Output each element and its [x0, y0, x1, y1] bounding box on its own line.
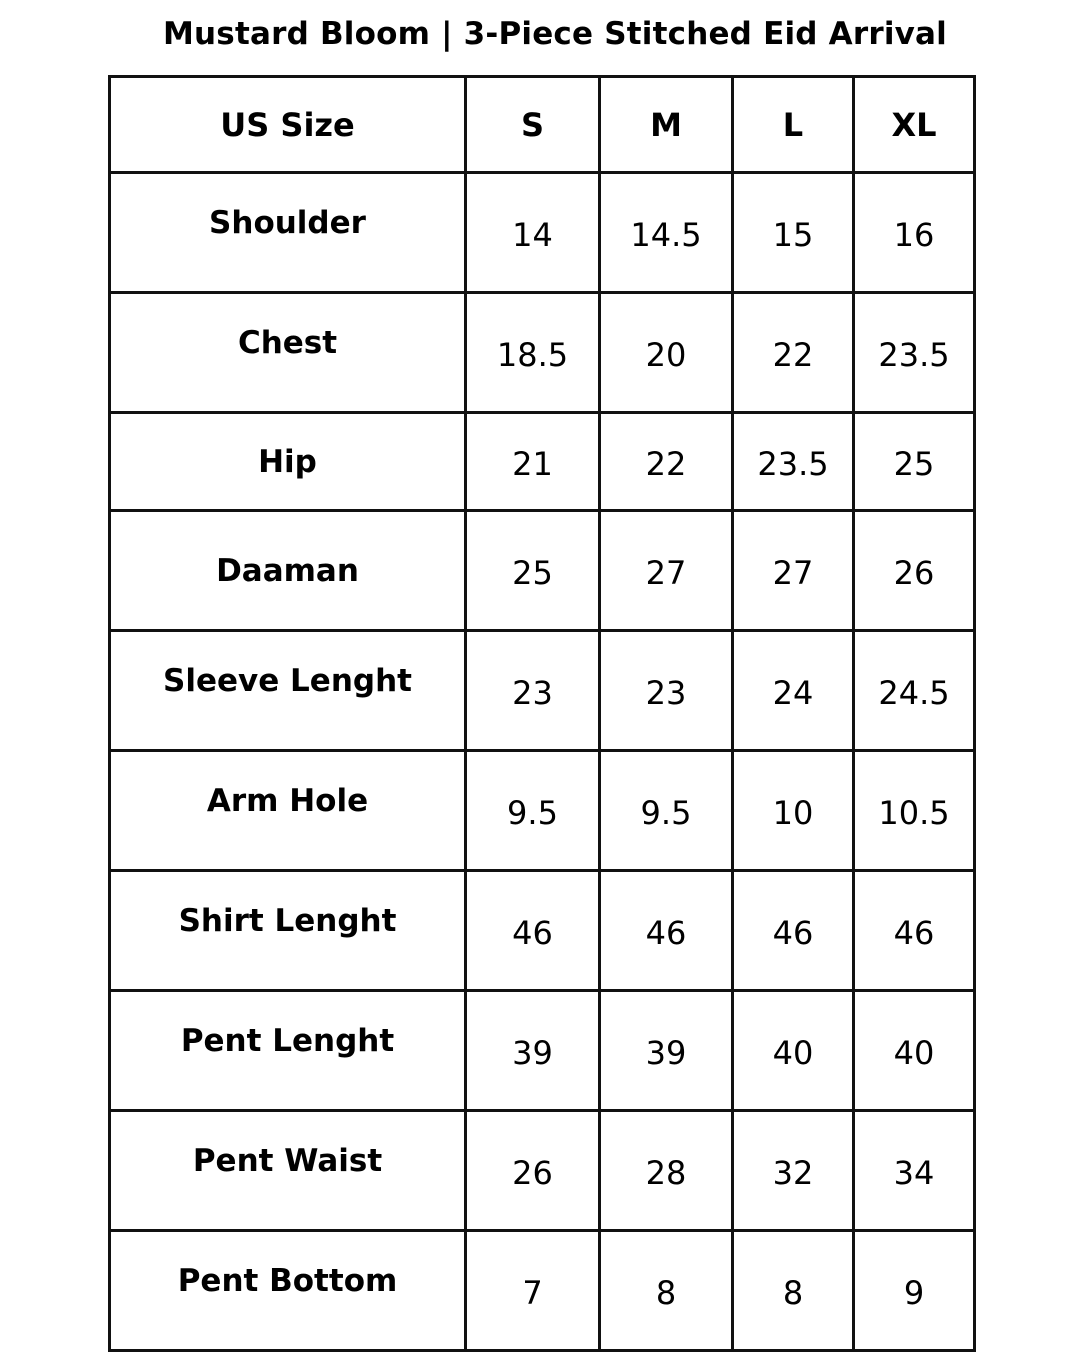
page-title: Mustard Bloom | 3-Piece Stitched Eid Arrival	[162, 16, 947, 52]
table-cell: 23.5	[733, 413, 854, 511]
table-cell: 25	[466, 511, 600, 631]
table-cell: 25	[854, 413, 975, 511]
table-cell: 39	[600, 991, 733, 1111]
table-cell: 22	[600, 413, 733, 511]
row-label: Shirt Lenght	[110, 871, 466, 991]
header-row	[110, 77, 975, 173]
table-row	[110, 631, 975, 751]
row-label: Pent Bottom	[110, 1231, 466, 1351]
table-cell: 28	[600, 1111, 733, 1231]
table-cell: 34	[854, 1111, 975, 1231]
table-cell: 32	[733, 1111, 854, 1231]
table-cell: 39	[466, 991, 600, 1111]
table-cell: 10	[733, 751, 854, 871]
table-cell: 20	[600, 293, 733, 413]
table-cell: 46	[466, 871, 600, 991]
table-cell: 40	[854, 991, 975, 1111]
table-cell: 7	[466, 1231, 600, 1351]
row-label: Shoulder	[110, 173, 466, 293]
table-cell: 8	[600, 1231, 733, 1351]
size-chart-table	[108, 75, 976, 1352]
row-label: Daaman	[110, 511, 466, 631]
table-cell: 46	[600, 871, 733, 991]
table-cell: 27	[600, 511, 733, 631]
table-cell: 26	[466, 1111, 600, 1231]
table-cell: 27	[733, 511, 854, 631]
table-row	[110, 413, 975, 511]
column-header: US Size	[110, 77, 466, 173]
column-header: L	[733, 77, 854, 173]
table-cell: 21	[466, 413, 600, 511]
column-header: S	[466, 77, 600, 173]
row-label: Pent Waist	[110, 1111, 466, 1231]
row-label: Arm Hole	[110, 751, 466, 871]
table-cell: 18.5	[466, 293, 600, 413]
table-cell: 23	[600, 631, 733, 751]
table-cell: 26	[854, 511, 975, 631]
table-cell: 46	[733, 871, 854, 991]
table-cell: 23.5	[854, 293, 975, 413]
table-cell: 16	[854, 173, 975, 293]
table-cell: 10.5	[854, 751, 975, 871]
table-cell: 40	[733, 991, 854, 1111]
table-cell: 23	[466, 631, 600, 751]
table-cell: 22	[733, 293, 854, 413]
table-cell: 14	[466, 173, 600, 293]
table-cell: 14.5	[600, 173, 733, 293]
row-label: Chest	[110, 293, 466, 413]
table-row	[110, 173, 975, 293]
table-cell: 46	[854, 871, 975, 991]
table-row	[110, 1111, 975, 1231]
table-cell: 8	[733, 1231, 854, 1351]
table-row	[110, 991, 975, 1111]
row-label: Hip	[110, 413, 466, 511]
table-row	[110, 751, 975, 871]
column-header: M	[600, 77, 733, 173]
table-row	[110, 1231, 975, 1351]
table-cell: 9	[854, 1231, 975, 1351]
table-cell: 24.5	[854, 631, 975, 751]
row-label: Pent Lenght	[110, 991, 466, 1111]
table-cell: 9.5	[600, 751, 733, 871]
table-cell: 24	[733, 631, 854, 751]
table-cell: 9.5	[466, 751, 600, 871]
table-row	[110, 293, 975, 413]
table-row	[110, 871, 975, 991]
table-row	[110, 511, 975, 631]
row-label: Sleeve Lenght	[110, 631, 466, 751]
column-header: XL	[854, 77, 975, 173]
table-cell: 15	[733, 173, 854, 293]
